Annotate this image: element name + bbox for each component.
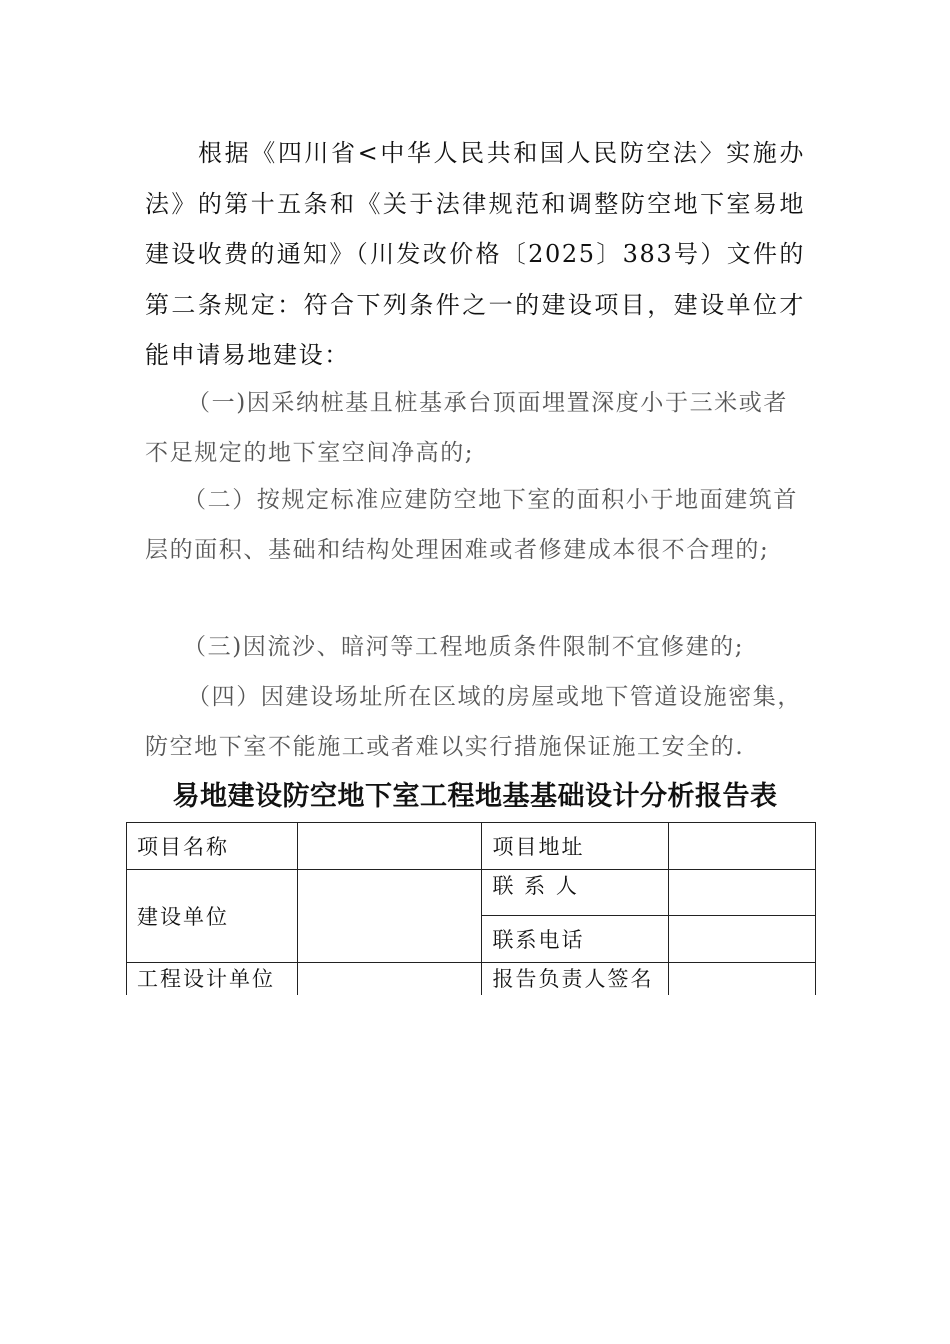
builder-label: 建设单位 — [127, 870, 298, 963]
condition-3 — [145, 622, 805, 672]
phone-label: 联系电话 — [482, 916, 669, 963]
builder-field[interactable] — [297, 870, 482, 963]
intro-text: 根据《四川省<中华人民共和国人民防空法〉实施办法》的第十五条和《关于法律规范和调整防空地下室易地建设收费的通知》（川发改价格〔2025〕383号）文件的第二条规定：符合下列条件之一的建设项目，建设单位才能申请易地建设： — [145, 139, 805, 369]
condition-2-text: （二）按规定标准应建防空地下室的面积小于地面建筑首层的面积、基础和结构处理困难或者修建成本很不合理的; — [145, 487, 798, 563]
condition-1 — [145, 378, 805, 478]
report-sign-label: 报告负责人签名 — [482, 963, 669, 996]
table-row — [127, 963, 816, 996]
report-form-table — [126, 822, 816, 995]
design-unit-label: 工程设计单位 — [127, 963, 298, 996]
table-row — [127, 823, 816, 870]
report-sign-field[interactable] — [669, 963, 816, 996]
project-name-field[interactable] — [297, 823, 482, 870]
intro-paragraph — [145, 128, 805, 381]
condition-2 — [145, 475, 805, 575]
contact-field[interactable] — [669, 870, 816, 916]
phone-field[interactable] — [669, 916, 816, 963]
contact-label: 联 系 人 — [482, 870, 669, 916]
condition-3-text: （三)因流沙、暗河等工程地质条件限制不宜修建的; — [183, 634, 745, 660]
condition-4-text: （四）因建设场址所在区域的房屋或地下管道设施密集，防空地下室不能施工或者难以实行措施保证施工安全的. — [145, 684, 802, 760]
project-name-label: 项目名称 — [127, 823, 298, 870]
design-unit-field[interactable] — [297, 963, 482, 996]
condition-4 — [145, 672, 805, 772]
form-title: 易地建设防空地下室工程地基基础设计分析报告表 — [172, 781, 778, 812]
project-address-label: 项目地址 — [482, 823, 669, 870]
project-address-field[interactable] — [669, 823, 816, 870]
condition-1-text: （一)因采纳桩基且桩基承台顶面埋置深度小于三米或者不足规定的地下室空间净高的; — [145, 390, 788, 466]
table-row — [127, 870, 816, 916]
